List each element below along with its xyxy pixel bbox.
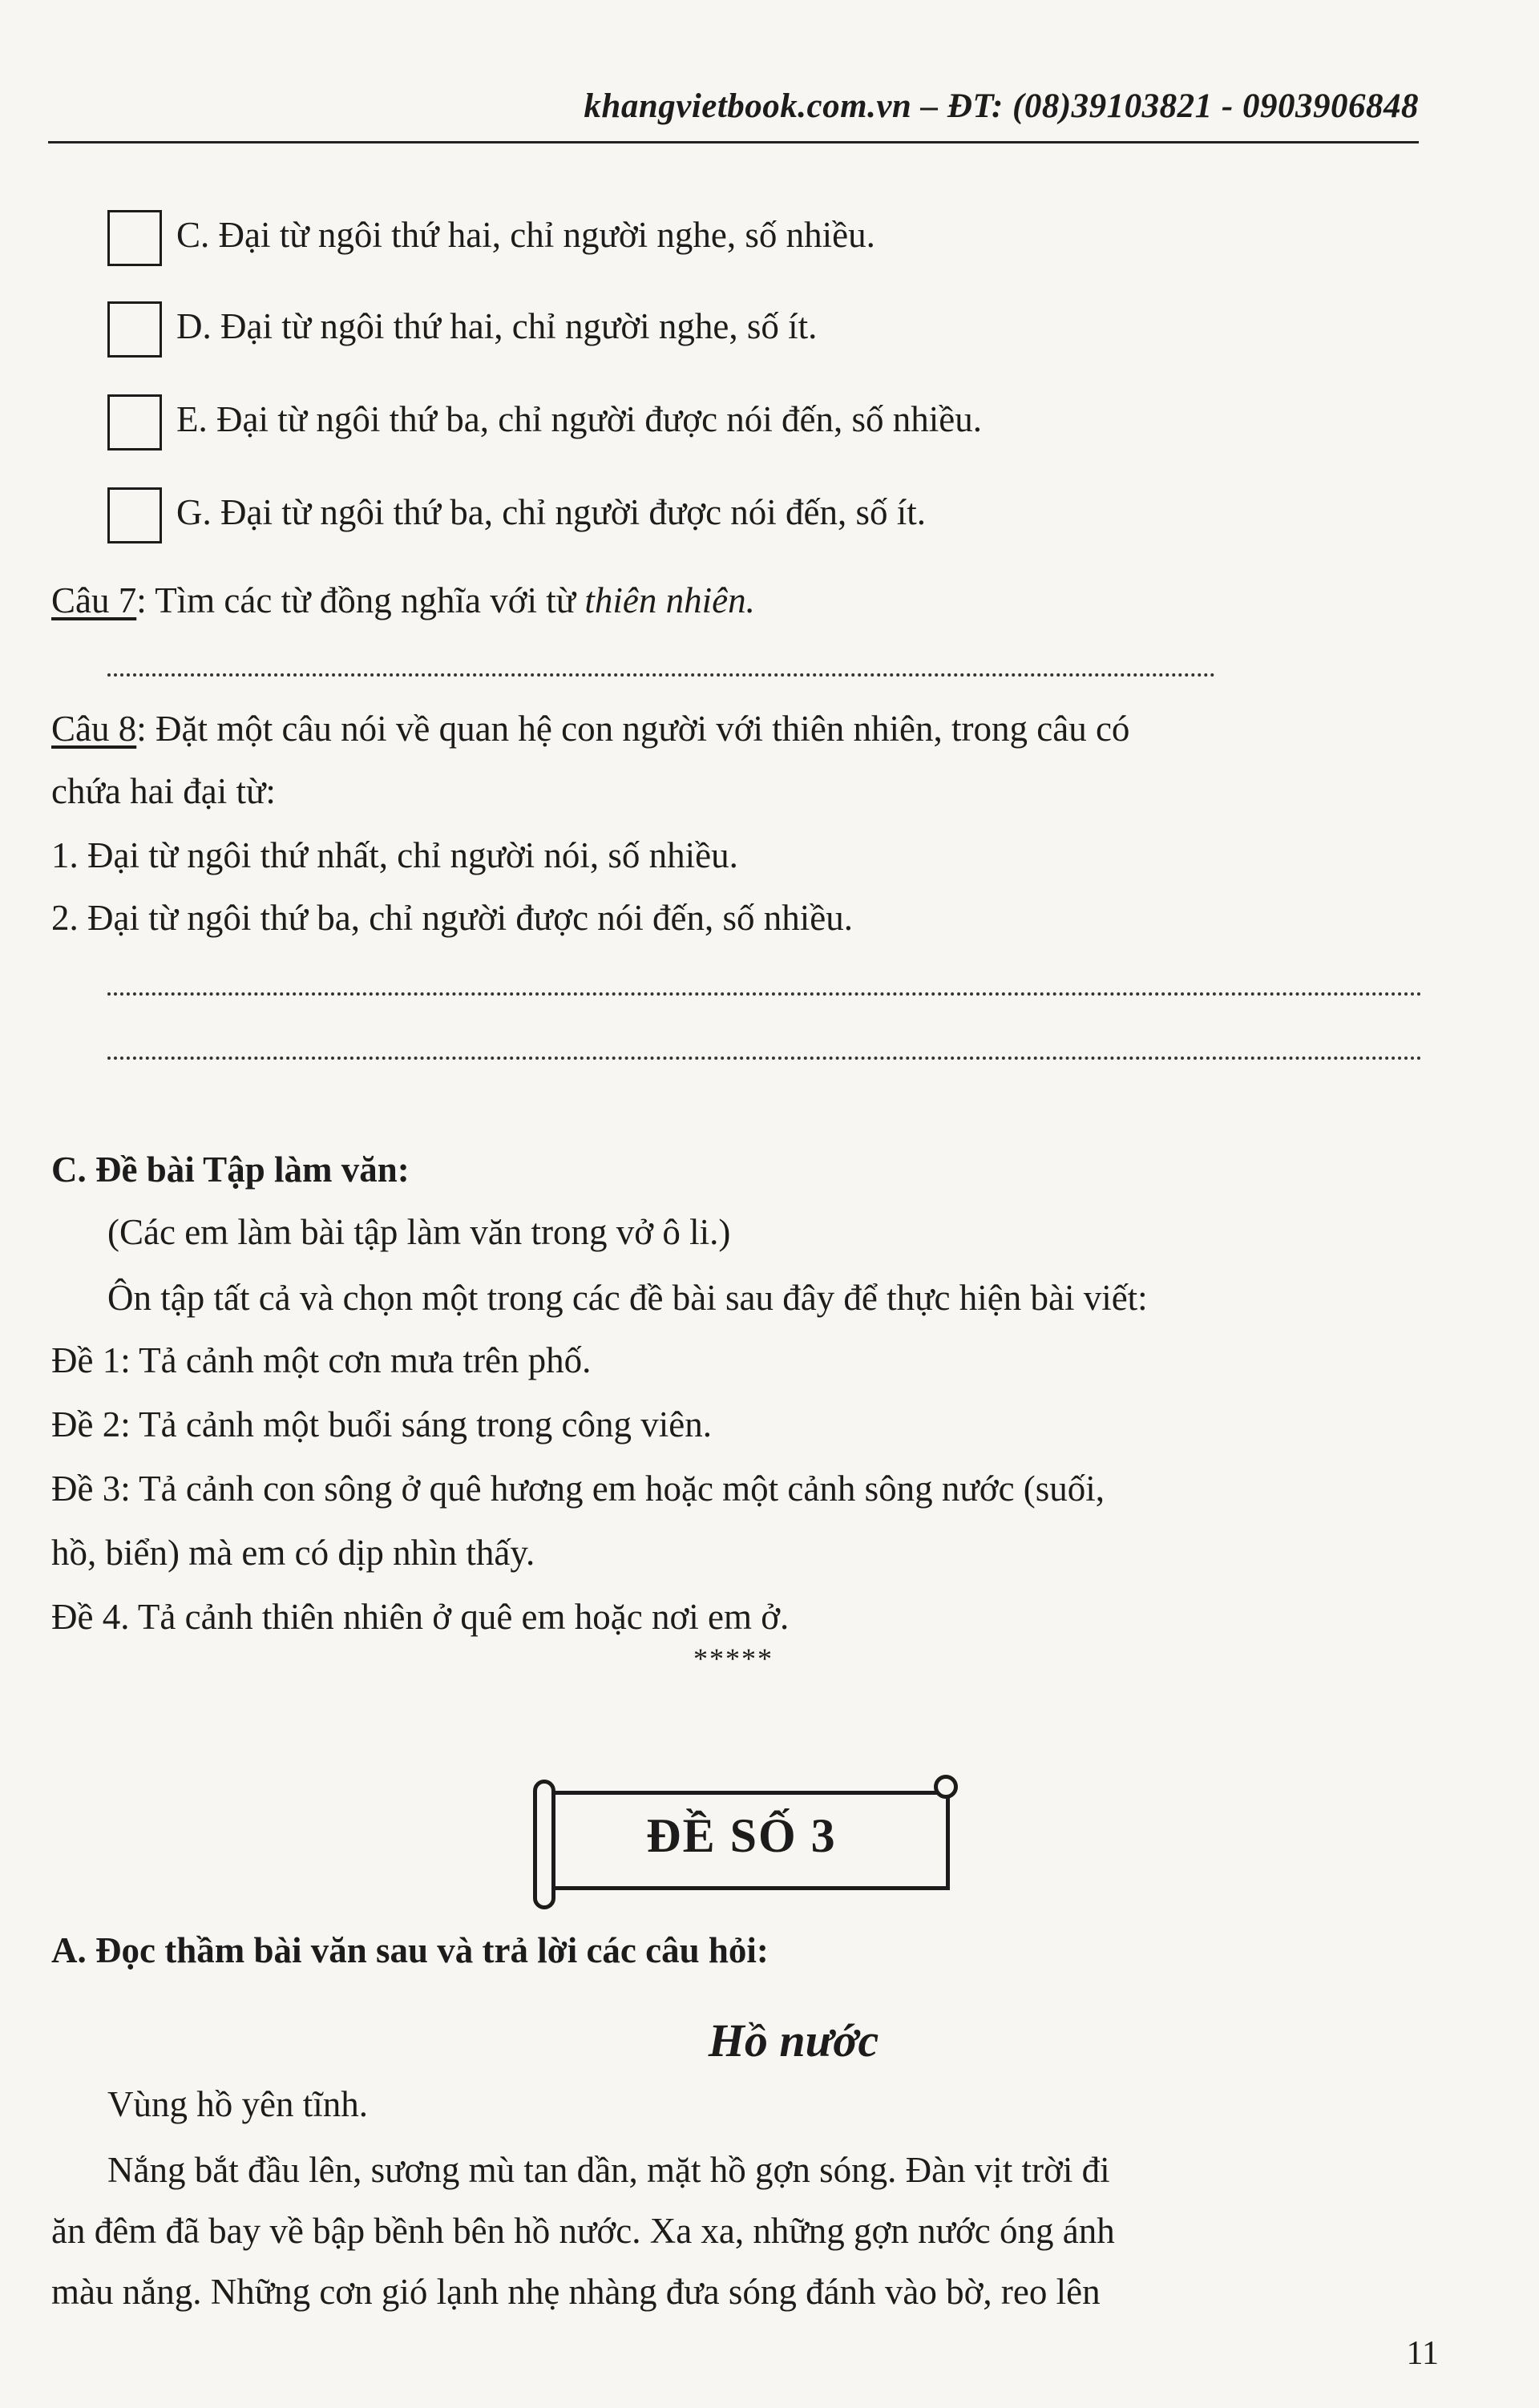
- question-8-item-2: 2. Đại từ ngôi thứ ba, chỉ người được nói đến, số nhiều.: [51, 898, 854, 938]
- essay-topic-3-line1: Đề 3: Tả cảnh con sông ở quê hương em hoặc một cảnh sông nước (suối,: [51, 1469, 1105, 1509]
- story-paragraph-2-line1: Nắng bắt đầu lên, sương mù tan dần, mặt hồ gợn sóng. Đàn vịt trời đi: [107, 2150, 1110, 2190]
- header-rule: [48, 141, 1419, 143]
- section-c-intro: Ôn tập tất cả và chọn một trong các đề bài sau đây để thực hiện bài viết:: [107, 1278, 1148, 1318]
- essay-topic-1: Đề 1: Tả cảnh một cơn mưa trên phố.: [51, 1340, 592, 1380]
- story-title: Hồ nước: [708, 2014, 879, 2067]
- question-7-label: Câu 7: [51, 580, 137, 620]
- question-8-item-1: 1. Đại từ ngôi thứ nhất, chỉ người nói, số nhiều.: [51, 835, 738, 875]
- essay-topic-4: Đề 4. Tả cảnh thiên nhiên ở quê em hoặc nơi em ở.: [51, 1597, 790, 1637]
- exam-banner: [533, 1780, 950, 1892]
- question-8-line2: chứa hai đại từ:: [51, 771, 276, 811]
- essay-topic-2: Đề 2: Tả cảnh một buổi sáng trong công viên.: [51, 1404, 712, 1444]
- question-8-line1: [51, 707, 1129, 750]
- story-paragraph-1: Vùng hồ yên tĩnh.: [107, 2084, 368, 2124]
- checkbox-option-g[interactable]: [107, 487, 162, 543]
- answer-line-q8-1[interactable]: [107, 992, 1422, 996]
- option-e-text: E. Đại từ ngôi thứ ba, chỉ người được nói đến, số nhiều.: [176, 399, 983, 439]
- essay-topic-3-line2: hồ, biển) mà em có dịp nhìn thấy.: [51, 1533, 535, 1573]
- checkbox-option-e[interactable]: [107, 394, 162, 450]
- separator-stars: *****: [693, 1642, 774, 1675]
- option-c-text: C. Đại từ ngôi thứ hai, chỉ người nghe, số nhiều.: [176, 215, 875, 255]
- exam-number-title: ĐỀ SỐ 3: [646, 1809, 837, 1862]
- checkbox-option-d[interactable]: [107, 301, 162, 358]
- question-7-term: thiên nhiên.: [584, 580, 755, 620]
- option-g-text: G. Đại từ ngôi thứ ba, chỉ người được nói đến, số ít.: [176, 492, 927, 532]
- checkbox-option-c[interactable]: [107, 210, 162, 266]
- question-7-text: : Tìm các từ đồng nghĩa với từ: [136, 580, 585, 620]
- section-c-note: (Các em làm bài tập làm văn trong vở ô li.): [107, 1212, 731, 1252]
- page-number: 11: [1406, 2335, 1439, 2372]
- story-paragraph-2-line2: ăn đêm đã bay về bập bềnh bên hồ nước. Xa xa, những gợn nước óng ánh: [51, 2211, 1115, 2251]
- section-a-heading: A. Đọc thầm bài văn sau và trả lời các câu hỏi:: [51, 1930, 769, 1970]
- question-8-text: : Đặt một câu nói về quan hệ con người với thiên nhiên, trong câu có: [136, 709, 1130, 749]
- question-7: [51, 579, 755, 622]
- scroll-roll-right-icon: [934, 1775, 958, 1799]
- option-d-text: D. Đại từ ngôi thứ hai, chỉ người nghe, số ít.: [176, 306, 818, 346]
- answer-line-q7[interactable]: [107, 673, 1215, 677]
- section-c-heading: C. Đề bài Tập làm văn:: [51, 1149, 410, 1190]
- answer-line-q8-2[interactable]: [107, 1057, 1422, 1060]
- page-header: khangvietbook.com.vn – ĐT: (08)39103821 - 0903906848: [584, 87, 1419, 125]
- story-paragraph-2-line3: màu nắng. Những cơn gió lạnh nhẹ nhàng đưa sóng đánh vào bờ, reo lên: [51, 2272, 1101, 2312]
- question-8-label: Câu 8: [51, 709, 137, 749]
